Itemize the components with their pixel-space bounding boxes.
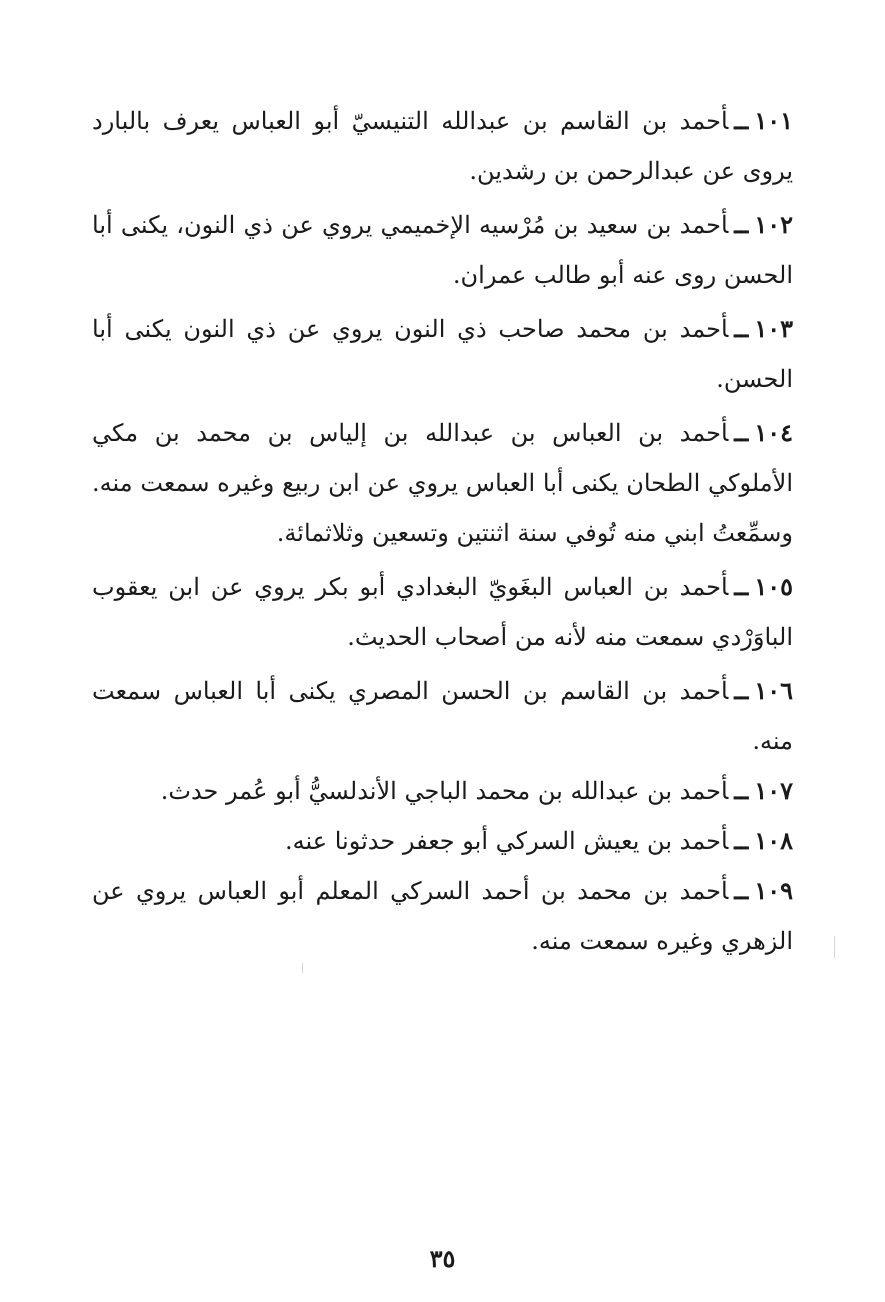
entry-dash: ــ [734, 572, 749, 601]
entry-dash: ــ [734, 876, 749, 905]
entry-dash: ــ [734, 826, 749, 855]
scan-speck [834, 936, 835, 958]
entry-number: ١٠٢ [754, 210, 793, 239]
page-number: ٣٥ [429, 1244, 456, 1273]
entry-number: ١٠١ [754, 106, 793, 135]
entry-text: أحمد بن محمد بن أحمد السركي المعلم أبو العباس يروي عن الزهري وغيره سمعت منه. [92, 877, 793, 955]
entry-105 [92, 562, 793, 662]
entry-text: أحمد بن القاسم بن عبدالله التنيسيّ أبو العباس يعرف بالبارد يروى عن عبدالرحمن بن رشدين. [92, 107, 793, 185]
entry-number: ١٠٩ [754, 876, 793, 905]
entry-number: ١٠٥ [754, 572, 793, 601]
entry-dash: ــ [734, 776, 749, 805]
entry-dash: ــ [734, 418, 749, 447]
entry-106 [92, 666, 793, 766]
entry-number: ١٠٧ [754, 776, 793, 805]
entry-text: أحمد بن عبدالله بن محمد الباجي الأندلسيُّ أبو عُمر حدث. [160, 777, 729, 805]
entry-108 [92, 816, 793, 866]
entry-dash: ــ [734, 676, 749, 705]
entry-dash: ــ [734, 106, 749, 135]
entry-102 [92, 200, 793, 300]
entry-104 [92, 408, 793, 558]
entry-text: أحمد بن محمد صاحب ذي النون يروي عن ذي النون يكنى أبا الحسن. [92, 315, 793, 393]
entry-text: أحمد بن القاسم بن الحسن المصري يكنى أبا العباس سمعت منه. [92, 677, 793, 755]
entry-text: أحمد بن يعيش السركي أبو جعفر حدثونا عنه. [285, 827, 729, 855]
entry-text: أحمد بن العباس البغَويّ البغدادي أبو بكر يروي عن ابن يعقوب الباوَرْدي سمعت منه لأنه من أصحاب الحديث. [92, 573, 793, 651]
entry-number: ١٠٨ [754, 826, 793, 855]
scan-speck [302, 963, 303, 973]
entry-text: أحمد بن العباس بن عبدالله بن إلياس بن محمد بن مكي الأملوكي الطحان يكنى أبا العباس يروي عن ابن ربيع وغيره سمعت منه. وسمِّعتُ ابني منه تُوفي سنة اثنتين وتسعين وثلاثمائة. [92, 419, 793, 547]
entry-107 [92, 766, 793, 816]
entry-dash: ــ [734, 314, 749, 343]
entry-101 [92, 96, 793, 196]
entry-text: أحمد بن سعيد بن مُرْسيه الإخميمي يروي عن ذي النون، يكنى أبا الحسن روى عنه أبو طالب عمران. [92, 211, 793, 289]
entry-number: ١٠٦ [754, 676, 794, 705]
entry-109 [92, 866, 793, 966]
entry-number: ١٠٣ [754, 314, 793, 343]
entry-dash: ــ [734, 210, 749, 239]
entry-number: ١٠٤ [754, 418, 793, 447]
entry-103 [92, 304, 793, 404]
entries-list [92, 96, 793, 966]
